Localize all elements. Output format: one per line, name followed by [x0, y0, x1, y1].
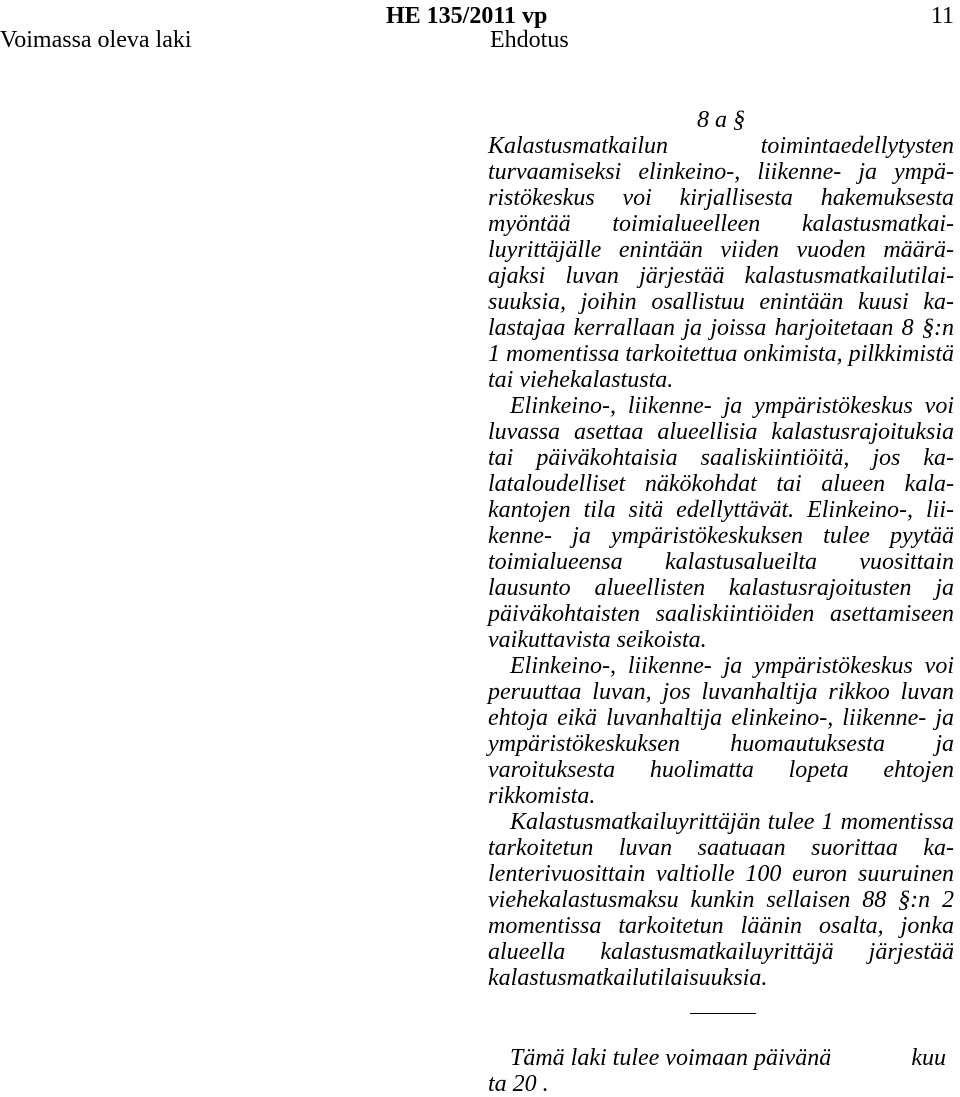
- paragraph-2: Elinkeino-, liikenne- ja ympäristökeskus voi luvassa asettaa alueellisia kalastusrajoituksia tai päiväkohtaisia saaliskiintiöitä, jos kalataloudelliset näkökohdat tai alueen kalakantojen tila sitä edellyttävät. Elinkeino-, liikenne- ja ympäristökeskuksen tulee pyytää toimialueensa kalastusalueilta vuosittain lausunto alueellisten kalastusrajoitusten ja päiväkohtaisten saaliskiintiöiden asettamiseen vaikuttavista seikoista.: [488, 393, 954, 653]
- entry-into-force-text: Tämä laki tulee voimaan päivänä: [510, 1045, 832, 1071]
- section-title: 8 a §: [697, 107, 745, 133]
- entry-into-force-hyphenated: kuu: [911, 1045, 946, 1071]
- paragraph-1: Kalastusmatkailun toimintaedellytysten turvaamiseksi elinkeino-, liikenne- ja ympäristökeskus voi kirjallisesta hakemuksesta myöntää toimialueelleen kalastusmatkailuyrittäjälle enintään viiden vuoden määräajaksi luvan järjestää kalastusmatkailutilaisuuksia, joihin osallistuu enintään kuusi kalastajaa kerrallaan ja joissa harjoitetaan 8 §:n 1 momentissa tarkoitettua onkimista, pilkkimistä tai viehekalastusta.: [488, 133, 954, 393]
- separator-rule: [690, 1013, 756, 1014]
- header-right-column-label: Ehdotus: [490, 27, 569, 53]
- header-left-column-label: Voimassa oleva laki: [0, 27, 192, 53]
- entry-into-force-clause: [488, 1045, 954, 1097]
- page-number: 11: [930, 3, 954, 29]
- paragraph-3: Elinkeino-, liikenne- ja ympäristökeskus voi peruuttaa luvan, jos luvanhaltija rikkoo luvan ehtoja eikä luvanhaltija elinkeino-, liikenne- ja ympäristökeskuksen huomautuksesta ja varoituksesta huolimatta lopeta ehtojen rikkomista.: [488, 653, 954, 809]
- document-identifier: HE 135/2011 vp: [386, 3, 548, 29]
- section-body: [488, 133, 954, 991]
- paragraph-4: Kalastusmatkailuyrittäjän tulee 1 momentissa tarkoitetun luvan saatuaan suorittaa kalenterivuosittain valtiolle 100 euron suuruinen viehekalastusmaksu kunkin sellaisen 88 §:n 2 momentissa tarkoitetun läänin osalta, jonka alueella kalastusmatkailuyrittäjä järjestää kalastusmatkailutilaisuuksia.: [488, 809, 954, 991]
- entry-into-force-date: ta 20 .: [488, 1071, 549, 1097]
